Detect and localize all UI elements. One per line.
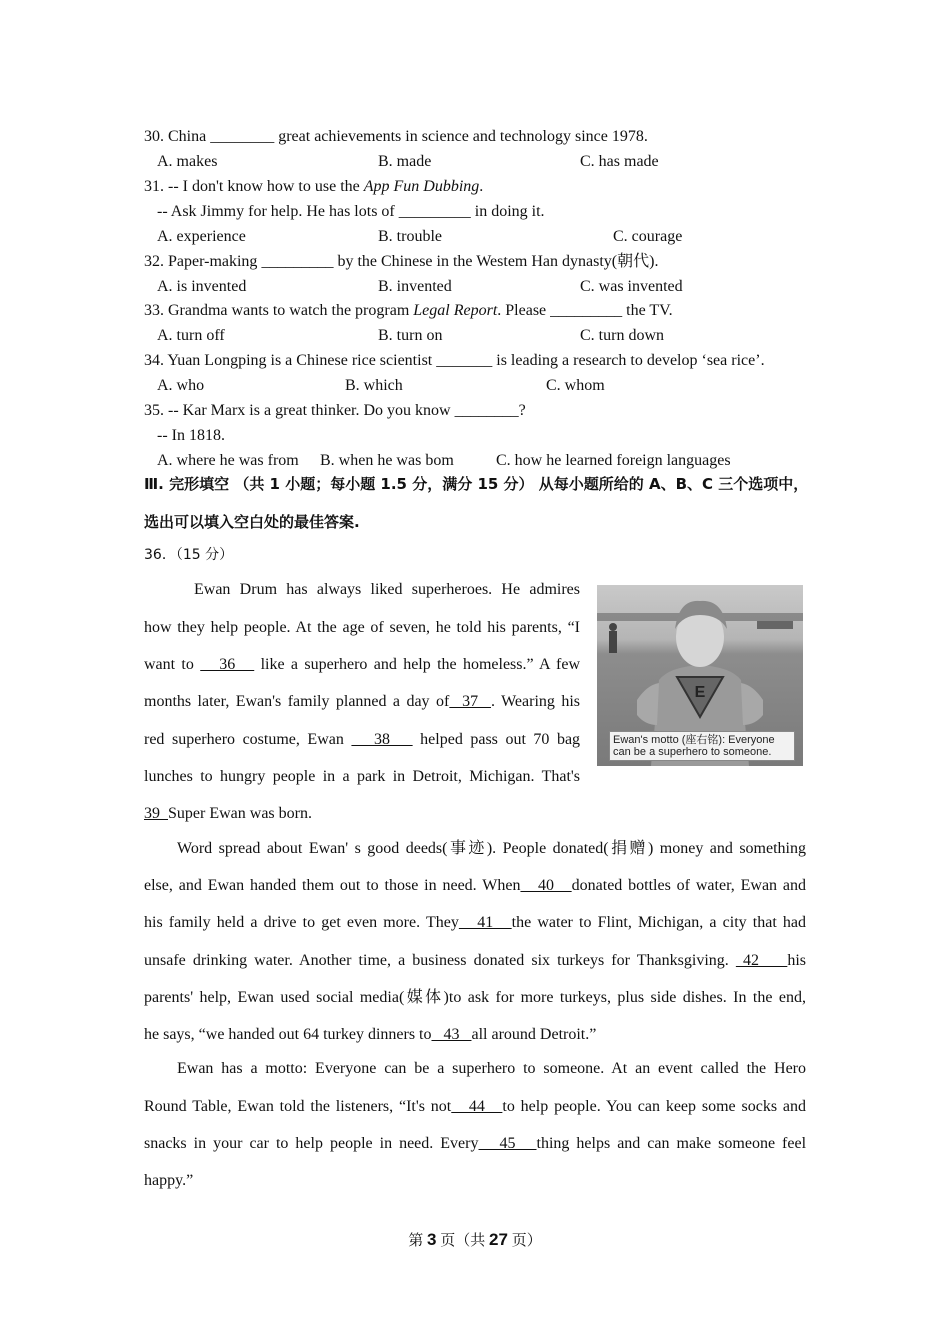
passage-line: how they help people. At the age of seven, he told his parents, “I <box>144 619 580 636</box>
passage-line: unsafe drinking water. Another time, a business donated six turkeys for Thanksgiving. 42 his <box>144 952 807 969</box>
passage-line: Word spread about Ewan' s good deeds(事迹). People donated(捐赠) money and something <box>177 840 806 857</box>
passage-line: snacks in your car to help people in need. Every 45 thing helps and can make someone feel <box>144 1135 807 1152</box>
blank-37: 37 <box>449 693 491 710</box>
passage-line: Ewan Drum has always liked superheroes. He admires <box>194 581 580 598</box>
q35-option-c: C. how he learned foreign languages <box>496 452 731 469</box>
section-heading: Ⅲ. 完形填空 （共 1 小题；每小题 1.5 分，满分 15 分） 从每小题所给的 A、B、C 三个选项中， <box>144 475 809 493</box>
passage-line: Ewan has a motto: Everyone can be a superhero to someone. At an event called the Hero <box>177 1060 806 1077</box>
section-heading-cont: 选出可以填入空白处的最佳答案. <box>144 513 360 531</box>
passage-line: parents' help, Ewan used social media(媒体)to ask for more turkeys, plus side dishes. In the end, <box>144 989 806 1006</box>
question-31-reply: -- Ask Jimmy for help. He has lots of _________ in doing it. <box>157 203 545 220</box>
q33-option-b: B. turn on <box>378 327 443 344</box>
passage-line: lunches to hungry people in a park in Detroit, Michigan. That's <box>144 768 580 785</box>
question-36-number: 36．（15 分） <box>144 547 234 563</box>
question-32: 32. Paper-making _________ by the Chinese in the Westem Han dynasty(朝代). <box>144 253 659 270</box>
q35-option-a: A. where he was from <box>157 452 299 469</box>
blank-41: 41 <box>458 914 512 931</box>
q32-option-c: C. was invented <box>580 278 683 295</box>
question-31: 31. -- I don't know how to use the App Fun Dubbing. <box>144 178 484 195</box>
photo-caption: Ewan's motto (座右铭): Everyone can be a superhero to someone. <box>609 731 795 761</box>
blank-38: 38 <box>351 731 413 748</box>
blank-39: 39 <box>144 805 168 822</box>
blank-42: 42 <box>735 952 788 969</box>
q31-option-a: A. experience <box>157 228 246 245</box>
passage-line: 39 Super Ewan was born. <box>144 805 312 822</box>
q34-option-a: A. who <box>157 377 205 394</box>
q34-option-b: B. which <box>345 377 403 394</box>
q31-option-c: C. courage <box>613 228 683 245</box>
passage-line: else, and Ewan handed them out to those in need. When 40 donated bottles of water, Ewan and <box>144 877 807 894</box>
passage-line: want to 36 like a superhero and help the homeless.” A few <box>144 656 581 673</box>
question-35: 35. -- Kar Marx is a great thinker. Do you know ________? <box>144 402 526 419</box>
page-footer: 第 3 页（共 27 页） <box>408 1230 542 1249</box>
superhero-photo <box>597 585 803 766</box>
passage-line: red superhero costume, Ewan 38 helped pass out 70 bag <box>144 731 581 748</box>
question-30: 30. China ________ great achievements in science and technology since 1978. <box>144 128 648 145</box>
q30-option-c: C. has made <box>580 153 659 170</box>
question-35-reply: -- In 1818. <box>157 427 225 444</box>
q30-option-a: A. makes <box>157 153 218 170</box>
passage-line: his family held a drive to get even more. They 41 the water to Flint, Michigan, a city that had <box>144 914 807 931</box>
passage-line: months later, Ewan's family planned a day of 37 . Wearing his <box>144 693 580 710</box>
page-number: 3 <box>427 1230 437 1249</box>
q31-option-b: B. trouble <box>378 228 442 245</box>
q30-option-b: B. made <box>378 153 432 170</box>
blank-43: 43 <box>431 1026 472 1043</box>
q34-option-c: C. whom <box>546 377 605 394</box>
blank-45: 45 <box>478 1135 537 1152</box>
page-total: 27 <box>489 1230 508 1249</box>
q32-option-a: A. is invented <box>157 278 247 295</box>
question-34: 34. Yuan Longping is a Chinese rice scientist _______ is leading a research to develop ‘sea rice’. <box>144 352 765 369</box>
blank-36: 36 <box>200 656 255 673</box>
q33-option-a: A. turn off <box>157 327 225 344</box>
q33-option-c: C. turn down <box>580 327 664 344</box>
question-33: 33. Grandma wants to watch the program Legal Report. Please _________ the TV. <box>144 302 673 319</box>
q35-option-b: B. when he was bom <box>320 452 454 469</box>
blank-40: 40 <box>520 877 572 894</box>
svg-text:E: E <box>694 684 706 701</box>
q32-option-b: B. invented <box>378 278 452 295</box>
passage-line: Round Table, Ewan told the listeners, “It's not 44 to help people. You can keep some socks and <box>144 1098 807 1115</box>
passage-line: he says, “we handed out 64 turkey dinners to 43 all around Detroit.” <box>144 1026 597 1043</box>
blank-44: 44 <box>451 1098 503 1115</box>
passage-line: happy.” <box>144 1172 194 1189</box>
